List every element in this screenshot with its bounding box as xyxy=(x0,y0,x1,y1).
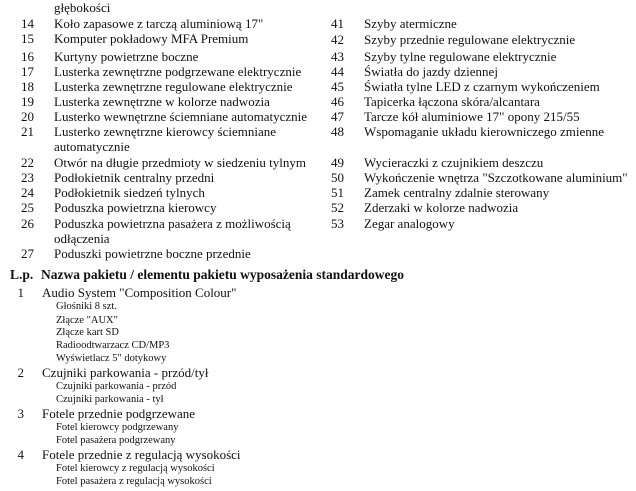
package-name: Fotele przednie z regulacją wysokości xyxy=(42,447,241,462)
packages-header-name: Nazwa pakietu / elementu pakietu wyposażenia standardowego xyxy=(41,267,405,282)
item-text: Lusterko wewnętrzne ściemniane automatycznie xyxy=(54,109,308,124)
item-number: 17 xyxy=(21,64,34,79)
item-text: Zegar analogowy xyxy=(364,216,455,231)
package-element: Fotel pasażera podgrzewany xyxy=(56,435,176,446)
item-text: Podłokietnik siedzeń tylnych xyxy=(54,185,205,200)
item-text: Lusterka zewnętrzne w kolorze nadwozia xyxy=(54,94,270,109)
item-text: głębokości xyxy=(54,0,111,15)
item-number: 42 xyxy=(331,32,344,47)
item-text: Kurtyny powietrzne boczne xyxy=(54,49,199,64)
package-element: Złącze kart SD xyxy=(56,327,119,338)
item-number: 43 xyxy=(331,49,344,64)
item-number: 27 xyxy=(21,246,34,261)
item-text: Światła do jazdy dziennej xyxy=(364,64,498,79)
item-text: Wykończenie wnętrza "Szczotkowane aluminium" xyxy=(364,170,628,185)
package-element: Czujniki parkowania - tył xyxy=(56,394,164,405)
item-number: 25 xyxy=(21,200,34,215)
package-name: Fotele przednie podgrzewane xyxy=(42,406,196,421)
package-element: Złącze "AUX" xyxy=(56,315,118,326)
item-text: Tarcze kół aluminiowe 17" opony 215/55 xyxy=(364,109,580,124)
item-number: 15 xyxy=(21,31,34,46)
item-number: 50 xyxy=(331,170,344,185)
item-number: 47 xyxy=(331,109,344,124)
item-text: Poduszka powietrzna kierowcy xyxy=(54,200,217,215)
item-text: Lusterka zewnętrzne podgrzewane elektrycznie xyxy=(54,64,302,79)
package-element: Fotel kierowcy podgrzewany xyxy=(56,422,179,433)
item-number: 48 xyxy=(331,124,344,139)
package-number: 1 xyxy=(17,285,24,300)
item-text: Szyby tylne regulowane elektrycznie xyxy=(364,49,557,64)
item-number: 24 xyxy=(21,185,34,200)
package-element: Radioodtwarzacz CD/MP3 xyxy=(56,340,170,351)
item-text: Lusterko zewnętrzne kierowcy ściemniane xyxy=(54,124,276,139)
item-number: 20 xyxy=(21,109,34,124)
item-number: 19 xyxy=(21,94,34,109)
item-text: Wspomaganie układu kierowniczego zmienne xyxy=(364,124,605,139)
item-text: Koło zapasowe z tarczą aluminiową 17" xyxy=(54,16,264,31)
item-text: Poduszka powietrzna pasażera z możliwością xyxy=(54,216,291,231)
item-number: 21 xyxy=(21,124,34,139)
item-number: 44 xyxy=(331,64,344,79)
package-name: Czujniki parkowania - przód/tył xyxy=(42,365,209,380)
item-text: Zamek centralny zdalnie sterowany xyxy=(364,185,550,200)
item-text: Lusterka zewnętrzne regulowane elektrycznie xyxy=(54,79,293,94)
package-element: Wyświetlacz 5" dotykowy xyxy=(56,353,167,364)
package-element: Fotel pasażera z regulacją wysokości xyxy=(56,476,212,487)
package-element: Czujniki parkowania - przód xyxy=(56,381,177,392)
packages-header-lp: L.p. xyxy=(10,267,34,282)
item-text: Tapicerka łączona skóra/alcantara xyxy=(364,94,540,109)
item-number: 26 xyxy=(21,216,34,231)
package-number: 2 xyxy=(17,365,24,380)
item-number: 53 xyxy=(331,216,344,231)
item-number: 16 xyxy=(21,49,34,64)
item-number: 41 xyxy=(331,16,344,31)
item-number: 45 xyxy=(331,79,344,94)
item-text: odłączenia xyxy=(54,231,110,246)
item-text: Wycieraczki z czujnikiem deszczu xyxy=(364,155,544,170)
item-text: Szyby atermiczne xyxy=(364,16,457,31)
item-text: Podłokietnik centralny przedni xyxy=(54,170,215,185)
item-text: Światła tylne LED z czarnym wykończeniem xyxy=(364,79,600,94)
item-text: Poduszki powietrzne boczne przednie xyxy=(54,246,251,261)
item-number: 46 xyxy=(331,94,344,109)
item-text: Zderzaki w kolorze nadwozia xyxy=(364,200,519,215)
item-number: 49 xyxy=(331,155,344,170)
package-element: Fotel kierowcy z regulacją wysokości xyxy=(56,463,215,474)
item-text: Komputer pokładowy MFA Premium xyxy=(54,31,249,46)
item-number: 22 xyxy=(21,155,34,170)
item-number: 52 xyxy=(331,200,344,215)
item-number: 23 xyxy=(21,170,34,185)
item-text: automatycznie xyxy=(54,139,130,154)
item-number: 18 xyxy=(21,79,34,94)
package-element: Głośniki 8 szt. xyxy=(56,301,117,312)
package-number: 4 xyxy=(17,447,24,462)
item-number: 51 xyxy=(331,185,344,200)
item-number: 14 xyxy=(21,16,34,31)
package-number: 3 xyxy=(17,406,24,421)
package-name: Audio System "Composition Colour" xyxy=(42,285,237,300)
item-text: Szyby przednie regulowane elektrycznie xyxy=(364,32,576,47)
item-text: Otwór na długie przedmioty w siedzeniu tylnym xyxy=(54,155,307,170)
